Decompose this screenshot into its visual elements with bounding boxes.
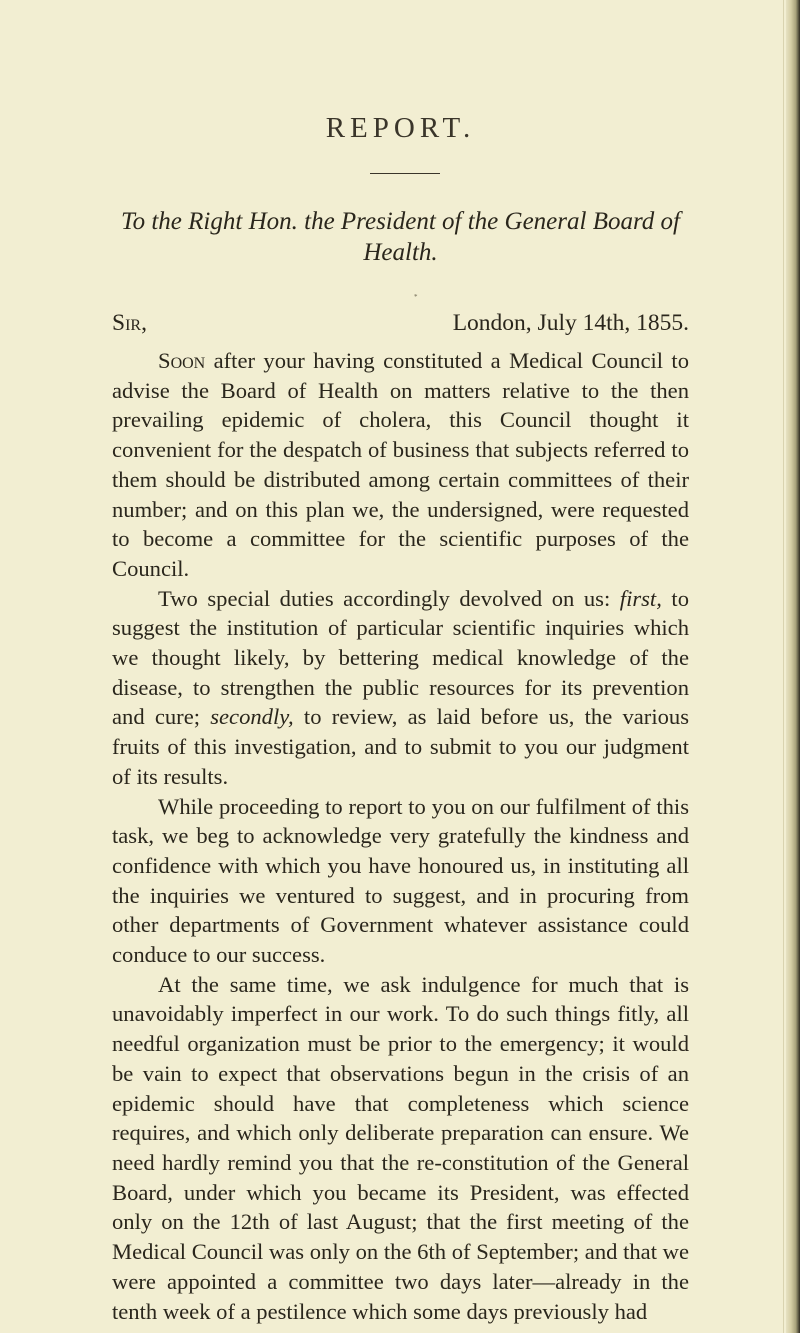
title-rule: [370, 173, 440, 174]
page-gutter-line: [783, 0, 784, 1333]
ornament-mark: *: [414, 293, 418, 301]
paragraph-2-first: first,: [619, 585, 662, 611]
paragraph-2-part2: to suggest the institution of particular scientific inquiries which we thought likely, by bettering medical knowledge of the disease, to strengthen the public resources for its prevention and cure;: [112, 585, 689, 730]
paragraph-1: [112, 346, 689, 584]
page-edge: [786, 0, 800, 1333]
paragraph-2-part1: Two special duties accordingly devolved on us:: [158, 585, 620, 611]
dateline: London, July 14th, 1855.: [452, 310, 689, 336]
salutation-row: [112, 310, 689, 340]
paragraph-2-secondly: secondly,: [210, 704, 294, 730]
paragraph-3: While proceeding to report to you on our fulfilment of this task, we beg to acknowledge very gratefully the kindness and confidence with which you have honoured us, in instituting all the inquiries we ventured to suggest, and in procuring from other departments of Government whatever assistance could conduce to our success.: [112, 793, 689, 968]
paragraph-2: [112, 584, 689, 792]
paragraph-1-text: after your having constituted a Medical Council to advise the Board of Health on matters relative to the then prevailing epidemic of cholera, this Council thought it convenient for the despatch of business that subjects referred to them should be distributed among certain committees of their number; and on this plan we, the undersigned, were requested to become a committee for the scientific purposes of the Council.: [112, 348, 689, 581]
body-text: [112, 346, 689, 1326]
paragraph-4: At the same time, we ask indulgence for much that is unavoidably imperfect in our work. To do such things fitly, all needful organization must be prior to the emergency; it would be vain to expect that observations begun in the crisis of an epidemic should have that completeness which science requires, and which only deliberate preparation can ensure. We need hardly remind you that the re-constitution of the General Board, under which you became its President, was effected only on the 12th of last August; that the first meeting of the Medical Council was only on the 6th of September; and that we were appointed a committee two days later—already in the tenth week of a pestilence which some days previously had: [112, 971, 689, 1324]
paragraph-2-part3: to review, as laid before us, the various fruits of this investigation, and to submit to you our judgment of its results.: [112, 704, 689, 789]
salutation: Sir,: [112, 310, 147, 336]
report-title: REPORT.: [325, 112, 476, 144]
paragraph-1-lead: Soon: [158, 348, 206, 373]
address-heading: To the Right Hon. the President of the General Board of Health.: [121, 208, 680, 266]
